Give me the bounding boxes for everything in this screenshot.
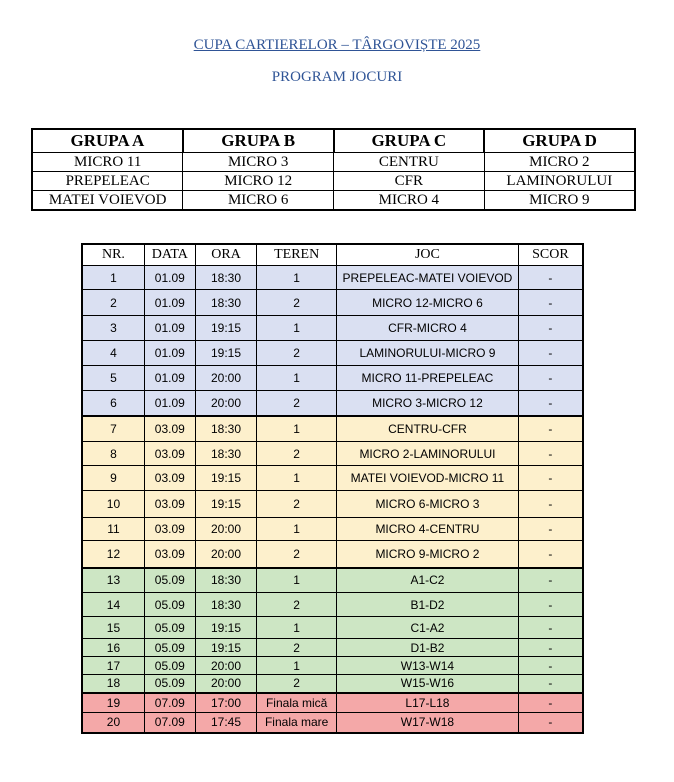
match-date-cell: 07.09 (144, 713, 195, 733)
match-score-cell: - (518, 442, 583, 466)
match-time-cell: 19:15 (195, 316, 257, 341)
schedule-row (82, 442, 583, 466)
schedule-row (82, 466, 583, 491)
match-time-cell: 20:00 (195, 391, 257, 416)
match-field-cell: 2 (257, 593, 337, 617)
match-game-cell: MATEI VOIEVOD-MICRO 11 (337, 466, 519, 491)
schedule-body (82, 266, 583, 733)
match-number-cell: 20 (82, 713, 144, 733)
match-score-cell: - (518, 617, 583, 639)
match-game-cell: MICRO 3-MICRO 12 (337, 391, 519, 416)
groups-row (32, 172, 635, 191)
match-field-cell: 2 (257, 391, 337, 416)
match-game-cell: MICRO 6-MICRO 3 (337, 491, 519, 518)
schedule-row (82, 266, 583, 290)
schedule-row (82, 713, 583, 733)
group-b-header: GRUPA B (183, 129, 334, 153)
match-number-cell: 2 (82, 290, 144, 316)
match-number-cell: 19 (82, 693, 144, 713)
match-number-cell: 11 (82, 518, 144, 541)
match-field-cell: 2 (257, 290, 337, 316)
match-date-cell: 01.09 (144, 266, 195, 290)
match-field-cell: 1 (257, 416, 337, 442)
match-game-cell: PREPELEAC-MATEI VOIEVOD (337, 266, 519, 290)
schedule-row (82, 657, 583, 675)
match-field-cell: 2 (257, 442, 337, 466)
match-score-cell: - (518, 266, 583, 290)
groups-table (31, 128, 636, 211)
group-team-cell: MICRO 9 (484, 191, 635, 211)
schedule-row (82, 639, 583, 657)
match-score-cell: - (518, 675, 583, 693)
match-number-cell: 16 (82, 639, 144, 657)
match-game-cell: MICRO 9-MICRO 2 (337, 541, 519, 568)
match-game-cell: MICRO 4-CENTRU (337, 518, 519, 541)
match-date-cell: 03.09 (144, 416, 195, 442)
match-time-cell: 19:15 (195, 617, 257, 639)
schedule-table (81, 243, 584, 734)
match-date-cell: 05.09 (144, 568, 195, 593)
match-score-cell: - (518, 391, 583, 416)
group-team-cell: MICRO 12 (183, 172, 334, 191)
match-time-cell: 20:00 (195, 518, 257, 541)
match-date-cell: 05.09 (144, 639, 195, 657)
match-game-cell: MICRO 11-PREPELEAC (337, 366, 519, 391)
match-date-cell: 05.09 (144, 675, 195, 693)
match-date-cell: 01.09 (144, 391, 195, 416)
match-score-cell: - (518, 290, 583, 316)
match-time-cell: 19:15 (195, 341, 257, 366)
match-number-cell: 7 (82, 416, 144, 442)
match-game-cell: MICRO 2-LAMINORULUI (337, 442, 519, 466)
match-time-cell: 18:30 (195, 290, 257, 316)
schedule-row (82, 693, 583, 713)
match-date-cell: 01.09 (144, 366, 195, 391)
match-number-cell: 18 (82, 675, 144, 693)
joc-column-header: JOC (337, 244, 519, 266)
nr-column-header: NR. (82, 244, 144, 266)
group-team-cell: PREPELEAC (32, 172, 183, 191)
match-game-cell: L17-L18 (337, 693, 519, 713)
ora-column-header: ORA (195, 244, 257, 266)
match-date-cell: 03.09 (144, 442, 195, 466)
match-score-cell: - (518, 491, 583, 518)
group-team-cell: MICRO 11 (32, 153, 183, 172)
match-time-cell: 18:30 (195, 266, 257, 290)
match-date-cell: 03.09 (144, 491, 195, 518)
schedule-row (82, 391, 583, 416)
teren-column-header: TEREN (257, 244, 337, 266)
match-score-cell: - (518, 657, 583, 675)
match-score-cell: - (518, 639, 583, 657)
page-subtitle: PROGRAM JOCURI (271, 69, 403, 85)
match-time-cell: 20:00 (195, 366, 257, 391)
match-field-cell: 1 (257, 657, 337, 675)
match-game-cell: C1-A2 (337, 617, 519, 639)
match-game-cell: CFR-MICRO 4 (337, 316, 519, 341)
group-team-cell: MICRO 4 (334, 191, 485, 211)
schedule-row (82, 290, 583, 316)
match-score-cell: - (518, 713, 583, 733)
match-field-cell: Finala mare (257, 713, 337, 733)
match-number-cell: 14 (82, 593, 144, 617)
scor-column-header: SCOR (518, 244, 583, 266)
group-team-cell: MICRO 6 (183, 191, 334, 211)
groups-row (32, 191, 635, 211)
match-score-cell: - (518, 541, 583, 568)
match-field-cell: 2 (257, 639, 337, 657)
group-team-cell: MICRO 2 (484, 153, 635, 172)
groups-row (32, 153, 635, 172)
match-date-cell: 01.09 (144, 341, 195, 366)
match-time-cell: 18:30 (195, 442, 257, 466)
match-field-cell: 2 (257, 491, 337, 518)
match-date-cell: 01.09 (144, 290, 195, 316)
match-number-cell: 1 (82, 266, 144, 290)
match-score-cell: - (518, 693, 583, 713)
match-time-cell: 19:15 (195, 466, 257, 491)
match-game-cell: B1-D2 (337, 593, 519, 617)
match-score-cell: - (518, 593, 583, 617)
match-date-cell: 05.09 (144, 617, 195, 639)
schedule-row (82, 316, 583, 341)
match-field-cell: 2 (257, 675, 337, 693)
page-title: CUPA CARTIERELOR – TÂRGOVIȘTE 2025 (193, 37, 481, 53)
match-number-cell: 15 (82, 617, 144, 639)
match-game-cell: CENTRU-CFR (337, 416, 519, 442)
match-number-cell: 17 (82, 657, 144, 675)
schedule-row (82, 617, 583, 639)
match-field-cell: 1 (257, 266, 337, 290)
match-field-cell: 1 (257, 366, 337, 391)
match-time-cell: 18:30 (195, 593, 257, 617)
schedule-row (82, 541, 583, 568)
match-score-cell: - (518, 316, 583, 341)
schedule-row (82, 366, 583, 391)
match-date-cell: 03.09 (144, 518, 195, 541)
match-date-cell: 03.09 (144, 541, 195, 568)
match-game-cell: D1-B2 (337, 639, 519, 657)
match-date-cell: 07.09 (144, 693, 195, 713)
schedule-row (82, 593, 583, 617)
match-date-cell: 01.09 (144, 316, 195, 341)
group-team-cell: MICRO 3 (183, 153, 334, 172)
match-game-cell: LAMINORULUI-MICRO 9 (337, 341, 519, 366)
match-game-cell: W15-W16 (337, 675, 519, 693)
group-a-header: GRUPA A (32, 129, 183, 153)
group-team-cell: CENTRU (334, 153, 485, 172)
match-field-cell: 1 (257, 518, 337, 541)
group-team-cell: CFR (334, 172, 485, 191)
match-number-cell: 12 (82, 541, 144, 568)
match-number-cell: 9 (82, 466, 144, 491)
match-score-cell: - (518, 466, 583, 491)
match-number-cell: 5 (82, 366, 144, 391)
schedule-header-row (82, 244, 583, 266)
match-field-cell: 1 (257, 617, 337, 639)
match-field-cell: 2 (257, 341, 337, 366)
match-time-cell: 18:30 (195, 416, 257, 442)
match-time-cell: 20:00 (195, 675, 257, 693)
match-score-cell: - (518, 568, 583, 593)
match-field-cell: 1 (257, 316, 337, 341)
match-time-cell: 18:30 (195, 568, 257, 593)
group-d-header: GRUPA D (484, 129, 635, 153)
match-number-cell: 4 (82, 341, 144, 366)
match-time-cell: 19:15 (195, 639, 257, 657)
group-c-header: GRUPA C (334, 129, 485, 153)
group-team-cell: LAMINORULUI (484, 172, 635, 191)
schedule-row (82, 341, 583, 366)
match-number-cell: 3 (82, 316, 144, 341)
match-number-cell: 10 (82, 491, 144, 518)
match-game-cell: W17-W18 (337, 713, 519, 733)
match-number-cell: 6 (82, 391, 144, 416)
match-number-cell: 13 (82, 568, 144, 593)
match-time-cell: 17:45 (195, 713, 257, 733)
match-game-cell: A1-C2 (337, 568, 519, 593)
match-time-cell: 20:00 (195, 541, 257, 568)
schedule-row (82, 675, 583, 693)
match-time-cell: 19:15 (195, 491, 257, 518)
schedule-row (82, 568, 583, 593)
schedule-row (82, 491, 583, 518)
schedule-row (82, 518, 583, 541)
match-game-cell: W13-W14 (337, 657, 519, 675)
match-number-cell: 8 (82, 442, 144, 466)
match-game-cell: MICRO 12-MICRO 6 (337, 290, 519, 316)
data-column-header: DATA (144, 244, 195, 266)
match-score-cell: - (518, 341, 583, 366)
schedule-row (82, 416, 583, 442)
group-team-cell: MATEI VOIEVOD (32, 191, 183, 211)
match-time-cell: 20:00 (195, 657, 257, 675)
match-time-cell: 17:00 (195, 693, 257, 713)
groups-header-row (32, 129, 635, 153)
match-field-cell: 2 (257, 541, 337, 568)
match-date-cell: 05.09 (144, 593, 195, 617)
match-score-cell: - (518, 366, 583, 391)
match-date-cell: 03.09 (144, 466, 195, 491)
match-field-cell: 1 (257, 466, 337, 491)
match-date-cell: 05.09 (144, 657, 195, 675)
match-score-cell: - (518, 518, 583, 541)
match-score-cell: - (518, 416, 583, 442)
match-field-cell: 1 (257, 568, 337, 593)
match-field-cell: Finala mică (257, 693, 337, 713)
